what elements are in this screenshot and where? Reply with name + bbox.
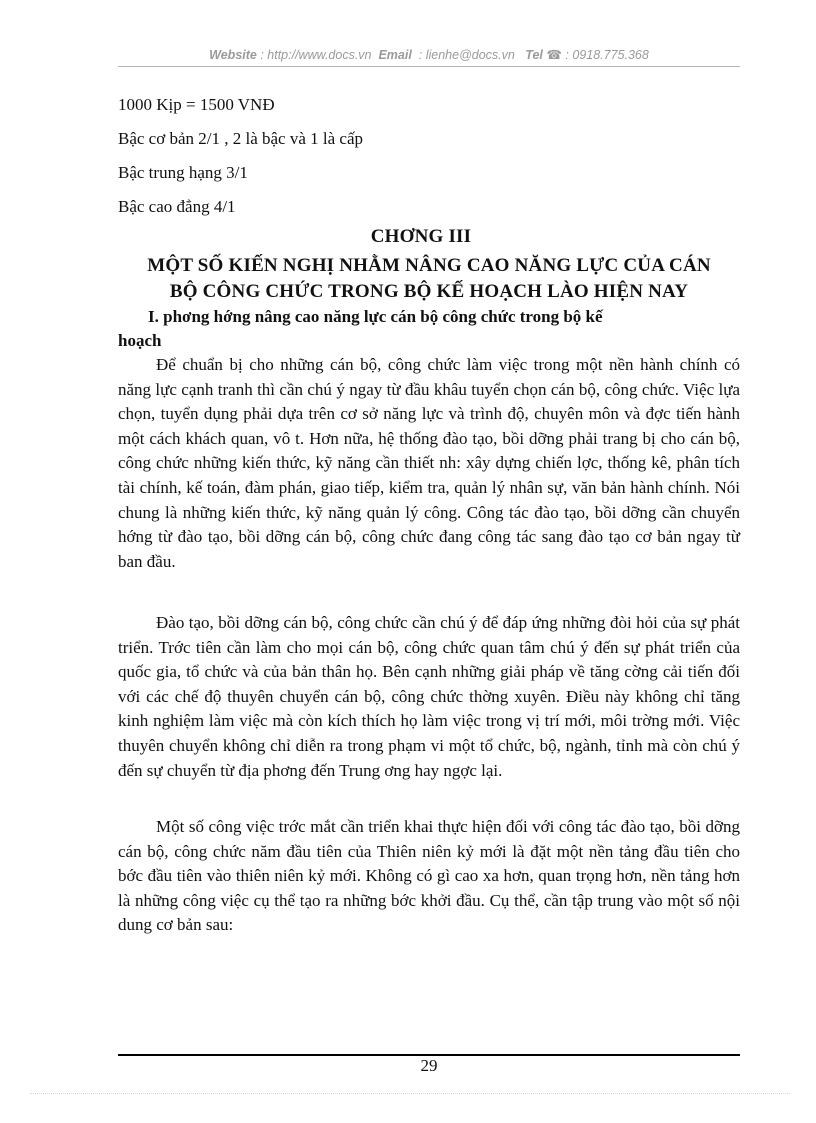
basic-grade-line: Bậc cơ bản 2/1 , 2 là bậc và 1 là cấp — [118, 129, 363, 148]
paragraph-training: Đào tạo, bồi dỡng cán bộ, công chức cần chú ý để đáp ứng những đòi hỏi của sự phát triển. Trớc tiên cần làm cho mọi cán bộ, công chức quan tâm chú ý đến sự phát triển của quốc gia, tổ chức và của bản thân họ. Bên cạnh những giải pháp về tăng cờng cải tiến đối với các chế độ thuyên chuyển cán bộ, công chức thờng xuyên. Điều này không chỉ tăng kinh nghiệm làm việc mà còn kích thích họ làm việc trong vị trí mới, môi trờng mới. Việc thuyên chuyển không chỉ diễn ra trong phạm vi một tổ chức, bộ, ngành, tỉnh mà còn chú ý đến sự chuyển từ địa phơng đến Trung ơng hay ngợc lại. — [118, 613, 740, 780]
page-header — [118, 47, 740, 62]
page-number: 29 — [420, 1056, 438, 1075]
paragraph-recruitment: Để chuẩn bị cho những cán bộ, công chức làm việc trong một nền hành chính có năng lực cạnh tranh thì cần chú ý ngay từ đầu khâu tuyển chọn cán bộ, công chức. Việc lựa chọn, tuyển dụng phải dựa trên cơ sở năng lực và trình độ, chuyên môn và đợc tiến hành một cách khách quan, vô t. Hơn nữa, hệ thống đào tạo, bồi dỡng phải trang bị cho cán bộ, công chức những kiến thức, kỹ năng cần thiết nh: xây dựng chiến lợc, thống kê, phân tích tài chính, kế toán, đàm phán, giao tiếp, kiểm tra, quản lý nhân sự, văn bản hành chính. Nói chung là những kiến thức, kỹ năng quản lý công. Công tác đào tạo, bồi dỡng cần chuyển hớng từ đào tạo, bồi dỡng cán bộ, công chức đang công tác sang đào tạo cơ bản ngay từ ban đầu. — [118, 355, 740, 571]
website-label: Website — [209, 48, 257, 62]
section-heading-line-2: hoạch — [118, 331, 162, 350]
chapter-number: CHƠNG III — [370, 226, 472, 247]
chapter-title-line-2: BỘ CÔNG CHỨC TRONG BỘ KẾ HOẠCH LÀO HIỆN NAY — [169, 281, 689, 302]
section-heading-line-1: I. phơng hớng nâng cao năng lực cán bộ công chức trong bộ kế — [148, 307, 603, 326]
header-divider — [118, 66, 740, 67]
page-bottom-border — [30, 1093, 790, 1094]
website-url: : http://www.docs.vn — [260, 48, 372, 62]
phone-label: Tel ☎ — [525, 48, 562, 62]
phone-number: : 0918.775.368 — [565, 48, 649, 62]
college-grade-line: Bậc cao đẳng 4/1 — [118, 197, 236, 216]
middle-grade-line: Bậc trung hạng 3/1 — [118, 163, 248, 182]
paragraph-immediate-tasks: Một số công việc trớc mắt cần triển khai thực hiện đối với công tác đào tạo, bồi dỡng cán bộ, công chức năm đầu tiên của Thiên niên kỷ mới là đặt một nền tảng đầu tiên cho bớc đầu tiên vào thiên niên kỷ mới. Không có gì cao xa hơn, quan trọng hơn, nền tảng hơn là những công việc cụ thể tạo ra những bớc khởi đầu. Cụ thể, cần tập trung vào một số nội dung cơ bản sau: — [118, 817, 740, 935]
chapter-title-line-1: MỘT SỐ KIẾN NGHỊ NHẰM NÂNG CAO NĂNG LỰC CỦA CÁN — [147, 255, 711, 276]
email-address: : lienhe@docs.vn — [418, 48, 515, 62]
email-label: Email — [378, 48, 412, 62]
exchange-rate-line: 1000 Kịp = 1500 VNĐ — [118, 95, 275, 114]
